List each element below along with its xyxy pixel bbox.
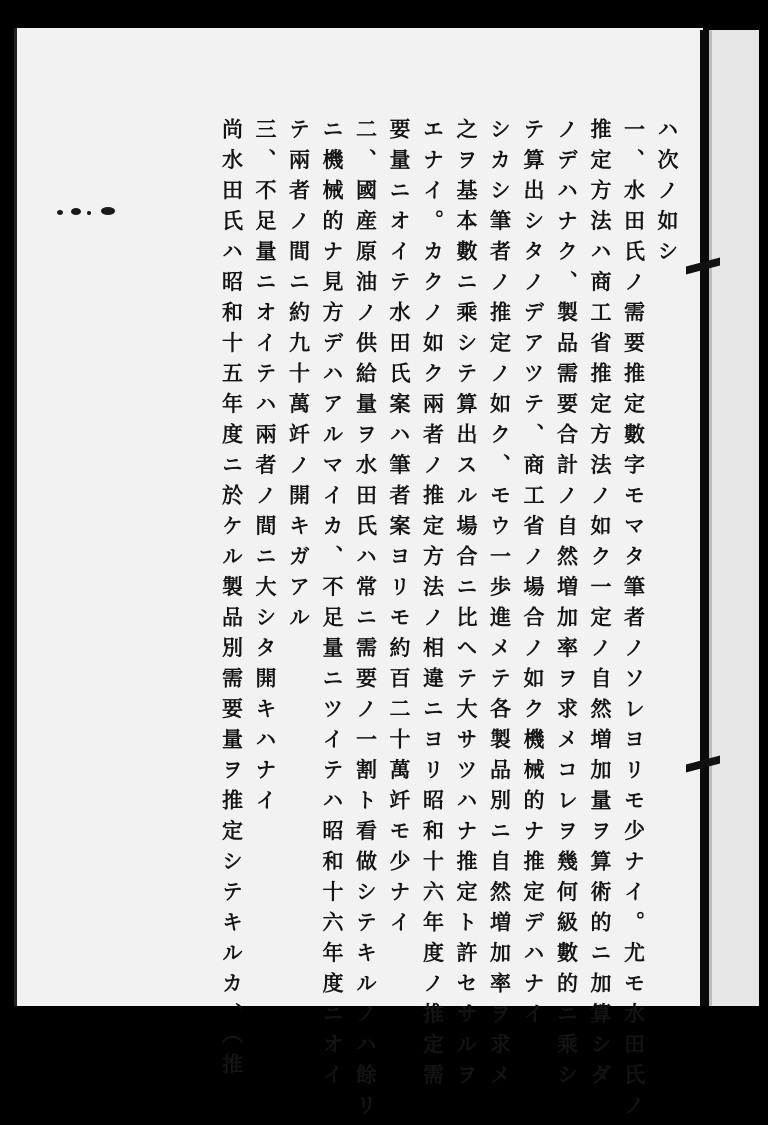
text-line: テ兩者ノ間ニ約九十萬竏ノ開キガアル <box>286 118 312 637</box>
text-line: テ算出シタノデアツテ、商工省ノ場合ノ如ク機械的ナ推定デハナイ <box>521 118 546 1033</box>
text-line: ハ次ノ如シ <box>655 118 680 271</box>
text-line: シカシ筆者ノ推定ノ如ク、モウ一歩進メテ各製品別ニ自然増加率ヲ求メ <box>487 118 513 1094</box>
text-line: 三、不足量ニオイテハ兩者ノ間ニ大シタ開キハナイ <box>253 118 278 820</box>
text-line: 要量ニオイテ水田氏案ハ筆者案ヨリモ約百二十萬竏モ少ナイ <box>387 118 412 942</box>
text-line: 二、國産原油ノ供給量ヲ水田氏ハ常ニ需要ノ一割ト看做シテキルノハ餘リ <box>353 118 379 1125</box>
text-line: 之ヲ基本數ニ乘シテ算出スル場合ニ比ヘテ大サツハナ推定ト許セサルヲ <box>454 118 479 1094</box>
text-line: エナイ。カクノ如ク兩者ノ推定方法ノ相違ニヨリ昭和十六年度ノ推定需 <box>420 118 446 1094</box>
vertical-text-body <box>112 118 684 1125</box>
text-line: 一、水田氏ノ需要推定數字モマタ筆者ノソレヨリモ少ナイ。尤モ水田氏ノ <box>621 118 647 1125</box>
adjacent-page-edge <box>709 30 759 1006</box>
text-line: 推定方法ハ商工省推定方法ノ如ク一定ノ自然増加量ヲ算術的ニ加算シダ <box>588 118 613 1094</box>
text-line: 尚水田氏ハ昭和十五年度ニ於ケル製品別需要量ヲ推定シテキルカ、（推 <box>219 118 245 1084</box>
text-line: ノデハナク、製品需要合計ノ自然増加率ヲ求メコレヲ幾何級數的ニ乘シ <box>554 118 580 1094</box>
text-line: ニ機械的ナ見方デハアルマイカ、不足量ニツイテハ昭和十六年度ニオイ <box>320 118 345 1094</box>
book-spine <box>700 30 709 1006</box>
